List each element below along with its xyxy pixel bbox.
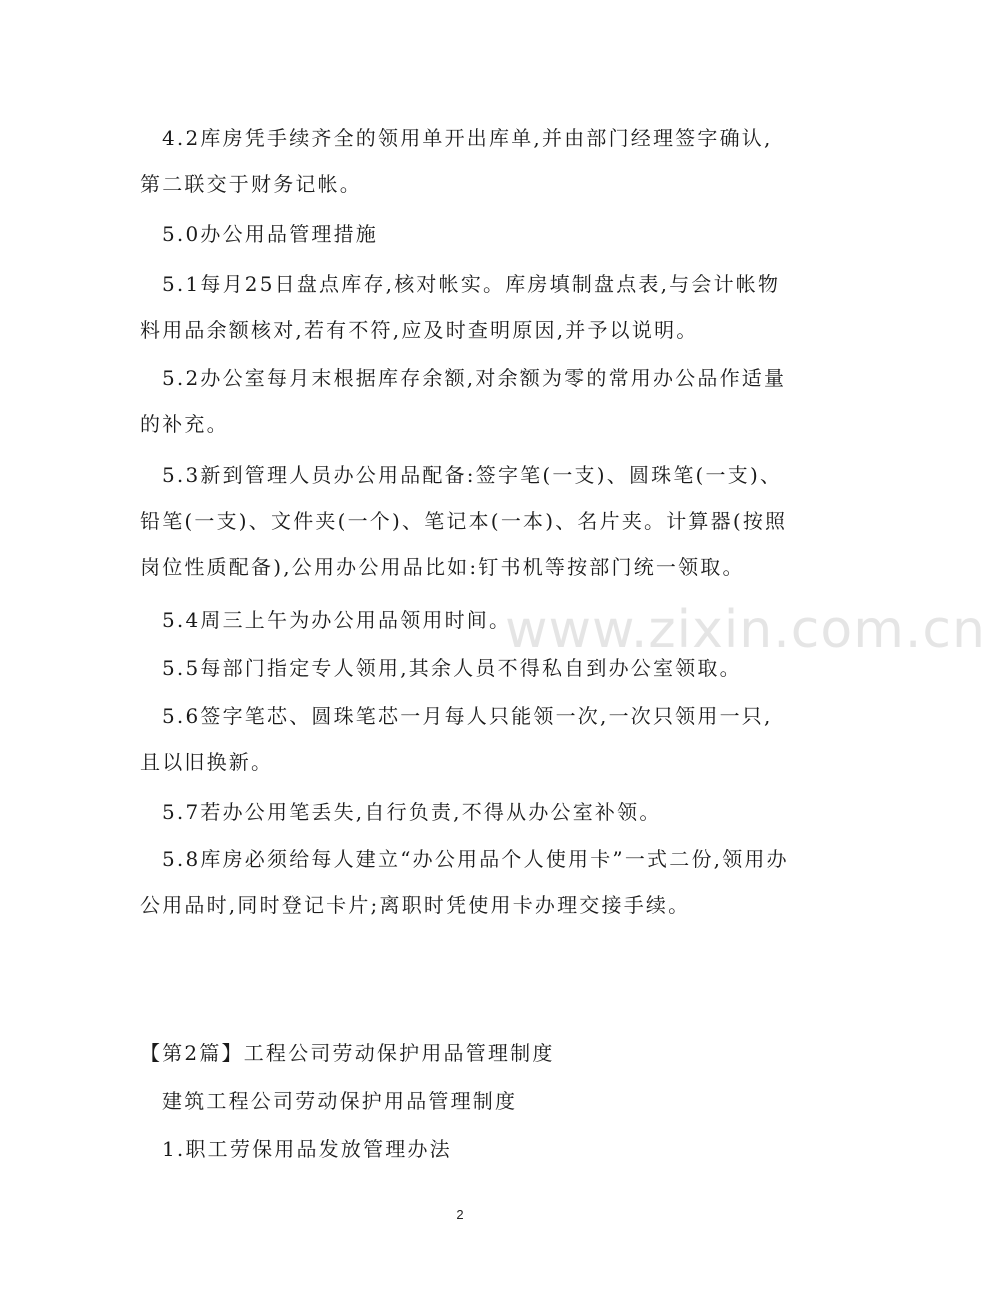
- paragraph-4-2: 4.2库房凭手续齐全的领用单开出库单,并由部门经理签字确认,第二联交于财务记帐。: [140, 126, 773, 196]
- paragraph-5-5: 5.5每部门指定专人领用,其余人员不得私自到办公室领取。: [162, 656, 742, 680]
- paragraph-5-8: 5.8库房必须给每人建立“办公用品个人使用卡”一式二份,领用办公用品时,同时登记卡片;离职时凭使用卡办理交接手续。: [140, 847, 789, 917]
- paragraph-5-3: 5.3新到管理人员办公用品配备:签字笔(一支)、圆珠笔(一支)、铅笔(一支)、文件夹(一个)、笔记本(一本)、名片夹。计算器(按照岗位性质配备),公用办公用品比如:钉书机等按部门统一领取。: [140, 463, 788, 579]
- paragraph-5-7: 5.7若办公用笔丢失,自行负责,不得从办公室补领。: [162, 800, 662, 824]
- watermark-text: www.zixin.com.cn: [505, 600, 986, 660]
- paragraph-5-6: 5.6签字笔芯、圆珠笔芯一月每人只能领一次,一次只领用一只,且以旧换新。: [140, 704, 773, 774]
- sub-heading: 建筑工程公司劳动保护用品管理制度: [162, 1089, 518, 1113]
- paragraph-5-4: 5.4周三上午为办公用品领用时间。: [162, 608, 512, 632]
- paragraph-5-1: 5.1每月25日盘点库存,核对帐实。库房填制盘点表,与会计帐物料用品余额核对,若有不符,应及时查明原因,并予以说明。: [140, 272, 781, 342]
- page-number: 2: [456, 1207, 464, 1222]
- paragraph-5-2: 5.2办公室每月末根据库存余额,对余额为零的常用办公品作适量的补充。: [140, 366, 787, 436]
- section-heading: 【第2篇】工程公司劳动保护用品管理制度: [140, 1041, 555, 1065]
- list-item-1: 1.职工劳保用品发放管理办法: [162, 1137, 452, 1161]
- paragraph-5-0: 5.0办公用品管理措施: [162, 222, 379, 246]
